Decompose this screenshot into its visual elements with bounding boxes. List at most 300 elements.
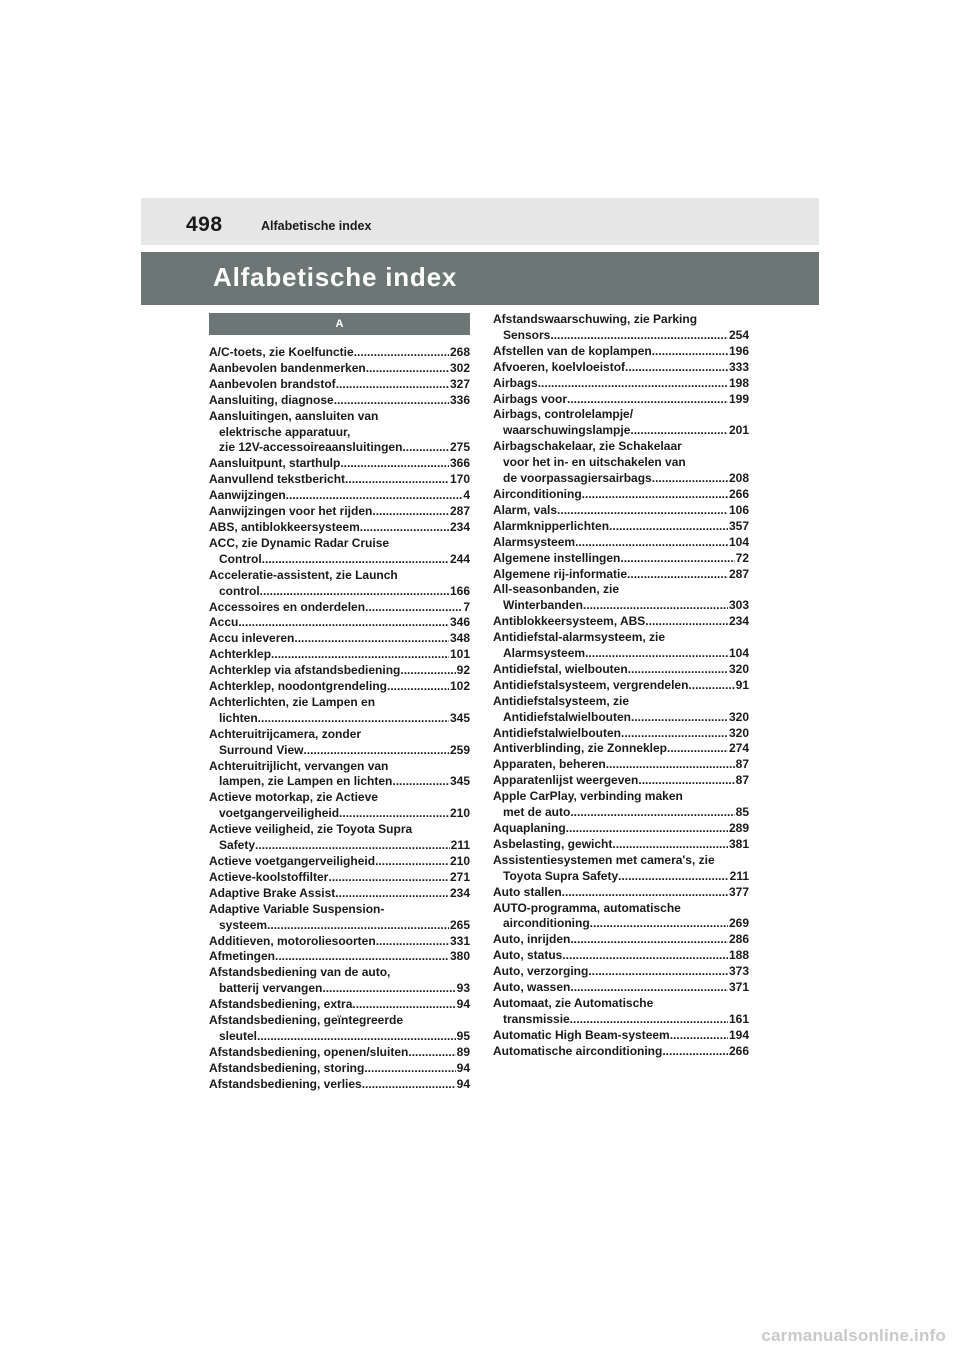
index-page-number: 170 <box>449 472 470 487</box>
index-entry-text: Alarmsysteem <box>493 534 576 549</box>
index-entry <box>493 837 749 853</box>
index-entry-line <box>209 345 470 361</box>
index-entry <box>209 536 470 568</box>
index-entry-text: Airbagschakelaar, zie Schakelaar <box>493 439 682 454</box>
index-entry-line <box>209 997 470 1013</box>
index-entry-line <box>209 1029 470 1045</box>
index-entry <box>493 487 749 503</box>
index-entry <box>209 870 470 886</box>
index-entry-text: Assistentiesystemen met camera's, zie <box>493 852 715 867</box>
dot-leader <box>271 647 449 663</box>
index-entry-line <box>209 949 470 965</box>
index-entry-text: Afstandswaarschuwing, zie Parking <box>493 312 698 326</box>
dot-leader <box>375 854 449 870</box>
index-entry-line <box>493 948 749 964</box>
index-entry-text: Antidiefstal-alarmsysteem, zie <box>493 630 666 645</box>
index-entry-text: Accessoires en onderdelen <box>209 599 366 614</box>
index-entry-text: Actieve veiligheid, zie Toyota Supra <box>209 822 413 837</box>
dot-leader <box>570 932 728 948</box>
index-entry-text: Alarmsysteem <box>503 646 586 661</box>
dot-leader <box>628 662 728 678</box>
index-page-number: 87 <box>735 757 749 772</box>
index-entry-line <box>493 519 749 535</box>
index-entry-line <box>209 584 470 600</box>
index-entry <box>209 647 470 663</box>
dot-leader <box>652 471 728 487</box>
index-entry <box>209 472 470 488</box>
index-entry <box>209 759 470 791</box>
index-entry <box>493 1044 749 1060</box>
dot-leader <box>606 757 735 773</box>
index-entry <box>493 662 749 678</box>
page-number: 498 <box>186 213 223 236</box>
index-entry <box>209 727 470 759</box>
index-page-number: 106 <box>728 502 749 517</box>
index-entry <box>493 392 749 408</box>
index-entry <box>209 1045 470 1061</box>
index-entry-line <box>493 869 749 885</box>
dot-leader <box>575 535 728 551</box>
dot-leader <box>570 1012 728 1028</box>
index-entry-line <box>493 837 749 853</box>
index-page-number: 72 <box>735 550 749 565</box>
index-entry <box>209 456 470 472</box>
index-entry <box>209 663 470 679</box>
index-page-number: 210 <box>449 854 470 868</box>
index-entry-text: Automatic High Beam-systeem <box>493 1027 670 1042</box>
index-entry <box>493 980 749 996</box>
index-entry-text: Actieve motorkap, zie Actieve <box>209 790 378 805</box>
watermark: carmanualsonline.info <box>761 1326 946 1345</box>
index-entry-line <box>209 743 470 759</box>
index-entry <box>209 997 470 1013</box>
index-page-number: 208 <box>728 471 749 486</box>
index-entry-line <box>493 805 749 821</box>
index-page-number: 92 <box>456 663 470 678</box>
index-entry <box>493 312 749 344</box>
index-entry-text: Aanvullend tekstbericht <box>209 472 346 487</box>
index-entry-text: Antidiefstal, wielbouten <box>493 661 628 676</box>
index-entry-line <box>493 598 749 614</box>
index-entry-text: elektrische apparatuur, <box>219 424 351 439</box>
index-entry-text: Achterlichten, zie Lampen en <box>209 694 376 709</box>
dot-leader <box>322 981 455 997</box>
index-entry-text: Accu <box>209 615 239 630</box>
dot-leader <box>562 885 728 901</box>
dot-leader <box>562 948 728 964</box>
dot-leader <box>638 773 734 789</box>
index-page-number: 7 <box>463 599 470 614</box>
index-entry-text: Airbags, controlelampje/ <box>493 407 634 422</box>
index-entry-line <box>209 838 470 854</box>
dot-leader <box>570 805 734 821</box>
index-page-number: 234 <box>449 519 470 534</box>
index-entry-line <box>493 916 749 932</box>
index-entry-text: Auto, verzorging <box>493 964 589 979</box>
dot-leader <box>557 503 728 519</box>
index-page-number: 161 <box>728 1011 749 1026</box>
dot-leader <box>609 519 728 535</box>
index-entry-line <box>493 344 749 360</box>
index-entry-text: Afstandsbediening, verlies <box>209 1076 362 1091</box>
index-entry-text: Aansluiting, diagnose <box>209 392 334 407</box>
index-entry <box>493 519 749 535</box>
index-entry-text: airconditioning <box>503 916 590 931</box>
index-page-number: 93 <box>456 981 470 996</box>
index-page-number: 333 <box>728 359 749 374</box>
index-page-number: 274 <box>728 741 749 756</box>
index-page-number: 95 <box>456 1028 470 1043</box>
index-entry-text: Toyota Supra Safety <box>503 868 619 883</box>
index-page-number: 345 <box>449 774 470 789</box>
index-entry-text: Actieve-koolstoffilter <box>209 869 329 884</box>
index-page-number: 287 <box>728 566 749 581</box>
index-page-number: 287 <box>449 504 470 519</box>
index-entry-text: Apparaten, beheren <box>493 757 606 772</box>
dot-leader <box>372 504 449 520</box>
index-entry-text: Afmetingen <box>209 949 275 964</box>
index-entry-text: Automaat, zie Automatische <box>493 995 654 1010</box>
dot-leader <box>630 423 728 439</box>
index-entry <box>493 678 749 694</box>
dot-leader <box>366 361 449 377</box>
index-entry-text: AUTO-programma, automatische <box>493 900 681 915</box>
index-page-number: 201 <box>728 423 749 438</box>
index-page-number: 211 <box>729 868 749 883</box>
index-page-number: 289 <box>728 821 749 835</box>
dot-leader <box>588 964 728 980</box>
index-entry-text: Achteruitrijlicht, vervangen van <box>209 758 389 773</box>
index-entry <box>493 567 749 583</box>
index-entry-text: Adaptive Variable Suspension- <box>209 901 385 916</box>
index-page-number: 234 <box>449 885 470 900</box>
index-entry-text: Accu inleveren <box>209 631 295 646</box>
index-entry <box>493 773 749 789</box>
index-entry-text: waarschuwingslampje <box>503 423 631 438</box>
dot-leader <box>345 472 449 488</box>
index-page-number: 380 <box>449 949 470 964</box>
index-entry <box>209 695 470 727</box>
index-page-number: 234 <box>728 614 749 629</box>
index-entry-text: Surround View <box>219 742 304 757</box>
dot-leader <box>340 456 449 472</box>
index-entry-line <box>493 551 749 567</box>
index-entry-line <box>493 471 749 487</box>
index-entry-line <box>209 886 470 902</box>
index-entry-text: Acceleratie-assistent, zie Launch <box>209 567 398 582</box>
index-entry-line <box>493 821 749 837</box>
index-entry-text: Auto stallen <box>493 884 562 899</box>
index-entry <box>209 504 470 520</box>
dot-leader <box>566 821 728 837</box>
index-entry-line <box>493 535 749 551</box>
index-entry <box>209 361 470 377</box>
index-entry-text: Antidiefstalsysteem, vergrendelen <box>493 677 689 692</box>
index-entry-line <box>493 885 749 901</box>
index-entry <box>493 964 749 980</box>
dot-leader <box>625 360 728 376</box>
index-entry <box>493 789 749 821</box>
index-page-number: 345 <box>449 710 470 725</box>
index-entry-line <box>209 918 470 934</box>
index-entry-line <box>493 710 749 726</box>
header-bar <box>141 198 819 245</box>
index-entry-text: Antidiefstalwielbouten <box>493 725 622 740</box>
dot-leader <box>260 584 449 600</box>
index-entry-text: transmissie <box>503 1011 570 1026</box>
index-entry-line <box>493 1028 749 1044</box>
index-entry <box>493 614 749 630</box>
index-entry-line <box>209 600 470 616</box>
index-entry-text: All-seasonbanden, zie <box>493 582 620 597</box>
index-entry-text: Afstandsbediening, extra <box>209 997 353 1012</box>
index-entry <box>209 377 470 393</box>
index-page-number: 188 <box>728 948 749 963</box>
index-page-number: 320 <box>728 725 749 740</box>
index-page-number: 366 <box>449 456 470 471</box>
index-entry <box>493 948 749 964</box>
index-entry <box>493 630 749 662</box>
index-entry-text: Winterbanden <box>503 598 583 613</box>
dot-leader <box>392 774 449 790</box>
dot-leader <box>334 393 449 409</box>
dot-leader <box>550 328 728 344</box>
index-entry-text: Achteruitrijcamera, zonder <box>209 726 362 741</box>
dot-leader <box>339 806 449 822</box>
index-entry-line <box>493 726 749 742</box>
index-entry-text: Adaptive Brake Assist <box>209 885 336 900</box>
index-entry-line <box>209 679 470 695</box>
dot-leader <box>365 600 462 616</box>
index-page-number: 275 <box>449 440 470 455</box>
index-entry-line <box>209 854 470 870</box>
index-entry <box>493 1028 749 1044</box>
index-entry-line <box>209 806 470 822</box>
dot-leader <box>258 711 449 727</box>
index-page-number: 196 <box>728 343 749 358</box>
dot-leader <box>364 1061 455 1077</box>
index-page-number: 104 <box>728 534 749 549</box>
index-page-number: 102 <box>449 679 470 694</box>
dot-leader <box>262 552 449 568</box>
index-page-number: 268 <box>449 345 470 359</box>
index-entry-text: Additieven, motoroliesoorten <box>209 933 376 948</box>
index-entry-line <box>493 392 749 408</box>
index-entry-line <box>493 360 749 376</box>
index-entry-line <box>209 870 470 886</box>
index-entry-line <box>209 520 470 536</box>
index-entry <box>209 934 470 950</box>
page-title: Alfabetische index <box>213 262 458 292</box>
index-entry-text: Apple CarPlay, verbinding maken <box>493 789 683 804</box>
index-page-number: 87 <box>735 773 749 788</box>
index-entry-line <box>493 1012 749 1028</box>
dot-leader <box>570 980 728 996</box>
index-page-number: 91 <box>735 677 749 692</box>
index-page-number: 259 <box>449 742 470 757</box>
dot-leader <box>652 344 728 360</box>
index-entry <box>493 535 749 551</box>
dot-leader <box>582 487 728 503</box>
index-entry-line <box>209 663 470 679</box>
index-page-number: 94 <box>456 997 470 1012</box>
index-entry-line <box>209 711 470 727</box>
dot-leader <box>303 743 449 759</box>
index-page-number: 198 <box>728 375 749 390</box>
index-page-number: 377 <box>728 884 749 899</box>
index-entry-line <box>493 646 749 662</box>
index-entry <box>209 568 470 600</box>
index-entry-text: Antiverblinding, zie Zonneklep <box>493 741 668 756</box>
index-page-number: 303 <box>728 598 749 613</box>
dot-leader <box>354 345 449 361</box>
index-entry-text: Auto, status <box>493 948 563 963</box>
index-entry-line <box>209 504 470 520</box>
index-entry-line <box>209 934 470 950</box>
index-page-number: 348 <box>449 631 470 646</box>
index-entry-line <box>493 567 749 583</box>
dot-leader <box>627 567 728 583</box>
index-entry-text: Afstandsbediening van de auto, <box>209 965 391 980</box>
index-entry <box>209 600 470 616</box>
index-page-number: 194 <box>728 1027 749 1042</box>
index-entry <box>209 409 470 457</box>
index-entry-line <box>209 393 470 409</box>
index-entry <box>209 1061 470 1077</box>
index-column-right <box>493 312 749 1060</box>
index-entry <box>209 1013 470 1045</box>
index-entry <box>493 344 749 360</box>
index-entry-text: zie 12V-accessoireaansluitingen <box>219 440 403 455</box>
index-page-number: 266 <box>728 1043 749 1058</box>
index-entry-line <box>493 980 749 996</box>
dot-leader <box>612 837 728 853</box>
index-entry-line <box>209 631 470 647</box>
index-entry-text: Afvoeren, koelvloeistof <box>493 359 626 374</box>
index-page-number: 4 <box>463 488 470 503</box>
index-page-number: 254 <box>728 327 749 342</box>
index-entry-text: ABS, antiblokkeersysteem <box>209 519 360 534</box>
index-entry <box>209 345 470 361</box>
index-entry <box>493 932 749 948</box>
index-page-number: 336 <box>449 392 470 407</box>
index-entry <box>209 1077 470 1093</box>
dot-leader <box>376 934 449 950</box>
dot-leader <box>621 726 728 742</box>
index-entry-line <box>209 440 470 456</box>
index-entry <box>209 393 470 409</box>
index-entry-text: Antidiefstalsysteem, zie <box>493 693 630 708</box>
index-page-number: 94 <box>456 1060 470 1075</box>
index-entry <box>493 694 749 726</box>
index-entry-line <box>493 932 749 948</box>
index-entry-text: Algemene rij-informatie <box>493 566 628 581</box>
index-entry-line <box>209 361 470 377</box>
index-entry <box>493 996 749 1028</box>
index-entry-text: Auto, wassen <box>493 980 571 995</box>
index-entry <box>209 790 470 822</box>
index-entry-text: Afstellen van de koplampen <box>493 343 652 358</box>
index-page-number: 373 <box>728 964 749 979</box>
index-entry-text: lichten <box>219 710 258 725</box>
index-page-number: 346 <box>449 615 470 630</box>
dot-leader <box>275 949 449 965</box>
index-entry-text: Aansluitpunt, starthulp <box>209 456 341 471</box>
dot-leader <box>631 710 728 726</box>
dot-leader <box>360 520 449 536</box>
index-entry <box>493 853 749 885</box>
index-page-number: 357 <box>728 518 749 533</box>
index-entry-line <box>209 1077 470 1093</box>
index-entry-text: lampen, zie Lampen en lichten <box>219 774 393 789</box>
index-entry-text: Aanbevolen bandenmerken <box>209 360 366 375</box>
dot-leader <box>400 663 455 679</box>
index-page-number: 265 <box>449 917 470 932</box>
running-header-title: Alfabetische index <box>261 219 372 233</box>
index-entry <box>493 551 749 567</box>
index-page-number: 269 <box>728 916 749 931</box>
index-entry <box>493 439 749 487</box>
index-entry-line <box>493 964 749 980</box>
index-page-number: 210 <box>449 806 470 821</box>
index-entry <box>493 885 749 901</box>
dot-leader <box>335 886 449 902</box>
index-entry-line <box>493 376 749 392</box>
index-entry-line <box>209 552 470 568</box>
index-entry-text: Aanwijzingen <box>209 488 286 503</box>
index-page-number: 101 <box>449 647 470 662</box>
index-entry <box>209 679 470 695</box>
index-entry-text: Airbags <box>493 375 538 390</box>
index-entry <box>209 854 470 870</box>
index-entry-text: Apparatenlijst weergeven <box>493 773 639 788</box>
dot-leader <box>583 598 728 614</box>
dot-leader <box>688 678 734 694</box>
index-entry-line <box>493 773 749 789</box>
dot-leader <box>538 376 728 392</box>
index-entry-text: Achterklep <box>209 647 272 662</box>
index-entry-text: A/C-toets, zie Koelfunctie <box>209 345 354 359</box>
index-column-left <box>209 345 470 1093</box>
index-entry <box>209 902 470 934</box>
index-entry-text: de voorpassagiersairbags <box>503 471 652 486</box>
index-page-number: 320 <box>728 661 749 676</box>
index-entry-line <box>209 774 470 790</box>
dot-leader <box>585 646 728 662</box>
index-page-number: 244 <box>449 551 470 566</box>
index-entry-text: Afstandsbediening, openen/sluiten <box>209 1044 409 1059</box>
index-entry-line <box>493 757 749 773</box>
index-entry-text: Aanwijzingen voor het rijden <box>209 504 373 519</box>
index-entry-text: Achterklep via afstandsbediening <box>209 663 401 678</box>
index-entry-line <box>493 503 749 519</box>
dot-leader <box>645 614 728 630</box>
dot-leader <box>328 870 449 886</box>
dot-leader <box>667 741 728 757</box>
index-entry <box>493 582 749 614</box>
dot-leader <box>286 488 463 504</box>
index-entry <box>209 949 470 965</box>
index-entry-text: control <box>219 583 260 598</box>
index-entry-line <box>493 741 749 757</box>
index-page-number: 85 <box>735 805 749 820</box>
index-entry-text: Afstandsbediening, geïntegreerde <box>209 1013 404 1028</box>
index-entry-text: Antidiefstalwielbouten <box>503 709 632 724</box>
index-entry <box>493 741 749 757</box>
index-entry-text: Algemene instellingen <box>493 550 621 565</box>
index-entry-line <box>493 1044 749 1060</box>
index-entry-text: Afstandsbediening, storing <box>209 1060 365 1075</box>
